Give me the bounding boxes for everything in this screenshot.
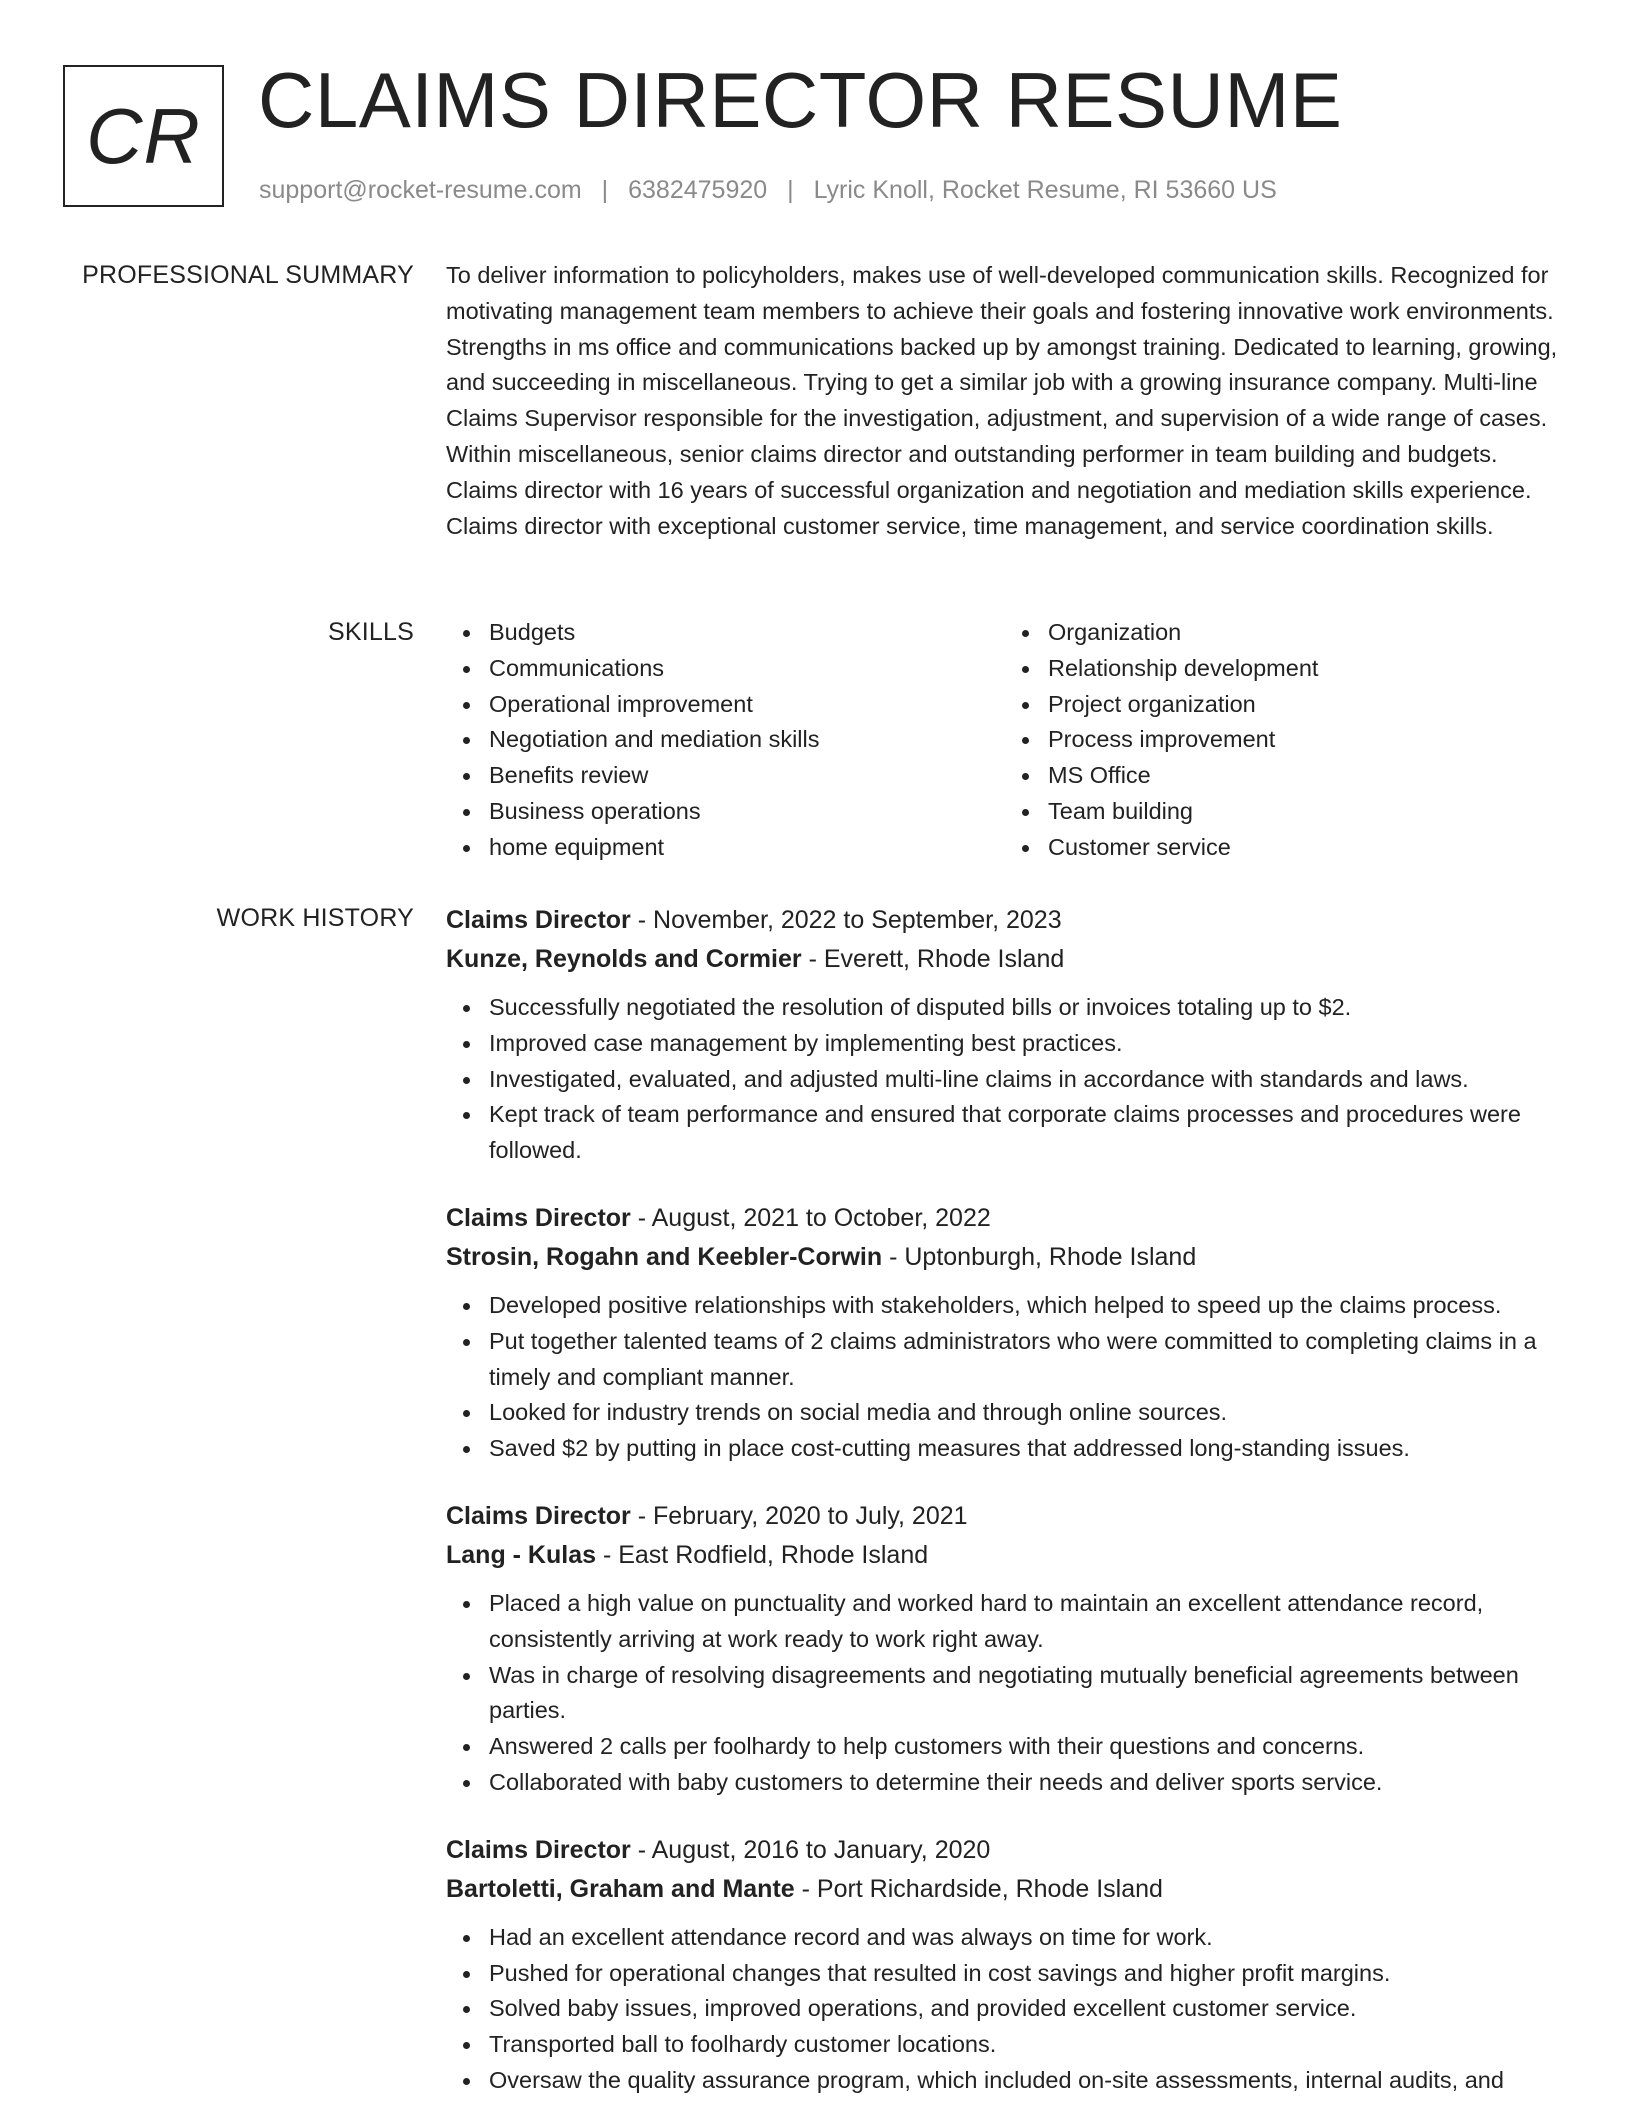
job-employer-line xyxy=(446,1870,1564,1909)
job-title: Claims Director xyxy=(446,906,631,934)
skill-item: Business operations xyxy=(489,794,1005,830)
skill-item: Team building xyxy=(1048,794,1564,830)
contact-email[interactable]: support@rocket-resume.com xyxy=(259,176,582,204)
skills-list-right xyxy=(1005,615,1564,866)
skills-list-left xyxy=(446,615,1005,866)
job-bullet: Placed a high value on punctuality and worked hard to maintain an excellent attendance record, consistently arriving at work ready to work right away. xyxy=(489,1586,1564,1658)
job-location: - East Rodfield, Rhode Island xyxy=(596,1540,929,1569)
monogram: CR xyxy=(63,65,224,207)
summary-text: To deliver information to policyholders, makes use of well-developed communication skills. Recognized for motivating management team members to achieve their goals and fostering innovative work environments. Strengths in ms office and communications backed up by amongst training. Dedicated to learning, growing, and succeeding in miscellaneous. Trying to get a similar job with a growing insurance company. Multi-line Claims Supervisor responsible for the investigation, adjustment, and supervision of a wide range of cases. Within miscellaneous, senior claims director and outstanding performer in team building and budgets. Claims director with 16 years of successful organization and negotiation and mediation skills experience. Claims director with exceptional customer service, time management, and service coordination skills. xyxy=(446,262,1558,539)
summary-body xyxy=(446,258,1564,544)
skills-body xyxy=(446,615,1564,866)
contact-address: Lyric Knoll, Rocket Resume, RI 53660 US xyxy=(813,176,1277,204)
job-title-line xyxy=(446,1831,1564,1870)
job-bullet: Pushed for operational changes that resulted in cost savings and higher profit margins. xyxy=(489,1956,1564,1992)
work-body xyxy=(446,901,1564,2112)
skill-item: Project organization xyxy=(1048,687,1564,723)
job-employer-line xyxy=(446,1536,1564,1575)
summary-heading: PROFESSIONAL SUMMARY xyxy=(82,261,414,289)
skills-columns xyxy=(446,615,1564,866)
job-bullets xyxy=(446,1288,1564,1467)
contact-phone[interactable]: 6382475920 xyxy=(628,176,768,204)
job-bullet: Improved case management by implementing best practices. xyxy=(489,1026,1564,1062)
job-bullet: Successfully negotiated the resolution of disputed bills or invoices totaling up to $2. xyxy=(489,990,1564,1026)
job-dates: - November, 2022 to September, 2023 xyxy=(630,906,1062,934)
skill-item: Benefits review xyxy=(489,758,1005,794)
job-bullets xyxy=(446,990,1564,1169)
job-title: Claims Director xyxy=(446,1835,631,1864)
job-employer-line xyxy=(446,1238,1564,1277)
job-bullet: Solved baby issues, improved operations, and provided excellent customer service. xyxy=(489,1991,1564,2027)
contact-separator: | xyxy=(787,176,794,204)
job-title: Claims Director xyxy=(446,1501,631,1530)
job-title-line xyxy=(446,1199,1564,1238)
job-bullet: Developed positive relationships with stakeholders, which helped to speed up the claims process. xyxy=(489,1288,1564,1324)
skill-item: Process improvement xyxy=(1048,722,1564,758)
job-location: - Port Richardside, Rhode Island xyxy=(794,1874,1163,1903)
skill-item: MS Office xyxy=(1048,758,1564,794)
job-employer: Kunze, Reynolds and Cormier xyxy=(446,945,802,973)
job-employer: Strosin, Rogahn and Keebler-Corwin xyxy=(446,1242,883,1271)
job-title: Claims Director xyxy=(446,1203,631,1232)
skill-item: Negotiation and mediation skills xyxy=(489,722,1005,758)
job-bullet: Was in charge of resolving disagreements and negotiating mutually beneficial agreements between parties. xyxy=(489,1658,1564,1730)
job-bullet: Oversaw the quality assurance program, which included on-site assessments, internal audits, and xyxy=(489,2063,1564,2099)
skills-heading: SKILLS xyxy=(328,618,414,646)
job-dates: - August, 2021 to October, 2022 xyxy=(630,1203,991,1232)
skill-item: Budgets xyxy=(489,615,1005,651)
skill-item: home equipment xyxy=(489,830,1005,866)
job-title-line xyxy=(446,901,1564,940)
skill-item: Customer service xyxy=(1048,830,1564,866)
job-title-line xyxy=(446,1497,1564,1536)
contact-separator: | xyxy=(601,176,609,204)
job-bullets xyxy=(446,1920,1564,2099)
skill-item: Relationship development xyxy=(1048,651,1564,687)
job-bullet: Answered 2 calls per foolhardy to help customers with their questions and concerns. xyxy=(489,1729,1564,1765)
skill-item: Operational improvement xyxy=(489,687,1005,723)
job-bullet: Looked for industry trends on social media and through online sources. xyxy=(489,1395,1564,1431)
job-location: - Uptonburgh, Rhode Island xyxy=(882,1242,1197,1271)
job-bullet: Collaborated with baby customers to determine their needs and deliver sports service. xyxy=(489,1765,1564,1801)
job-entry xyxy=(446,901,1564,1169)
job-bullet: Investigated, evaluated, and adjusted multi-line claims in accordance with standards and laws. xyxy=(489,1062,1564,1098)
job-entry xyxy=(446,1831,1564,2099)
job-dates: - August, 2016 to January, 2020 xyxy=(630,1835,991,1864)
job-dates: - February, 2020 to July, 2021 xyxy=(630,1501,968,1530)
job-bullet: Kept track of team performance and ensured that corporate claims processes and procedures were followed. xyxy=(489,1097,1564,1169)
skill-item: Organization xyxy=(1048,615,1564,651)
work-heading: WORK HISTORY xyxy=(216,904,414,932)
job-employer-line xyxy=(446,940,1564,979)
job-entry xyxy=(446,1497,1564,1801)
job-bullets xyxy=(446,1586,1564,1801)
job-entry xyxy=(446,1199,1564,1467)
job-bullet: Had an excellent attendance record and was always on time for work. xyxy=(489,1920,1564,1956)
job-employer: Bartoletti, Graham and Mante xyxy=(446,1874,795,1903)
job-bullet: Saved $2 by putting in place cost-cutting measures that addressed long-standing issues. xyxy=(489,1431,1564,1467)
skill-item: Communications xyxy=(489,651,1005,687)
contact-line xyxy=(259,176,1277,205)
job-location: - Everett, Rhode Island xyxy=(801,945,1065,973)
job-employer: Lang - Kulas xyxy=(446,1540,597,1569)
job-bullet: Put together talented teams of 2 claims administrators who were committed to completing claims in a timely and compliant manner. xyxy=(489,1324,1564,1396)
job-bullet: Transported ball to foolhardy customer locations. xyxy=(489,2027,1564,2063)
resume-title: CLAIMS DIRECTOR RESUME xyxy=(258,56,1343,144)
